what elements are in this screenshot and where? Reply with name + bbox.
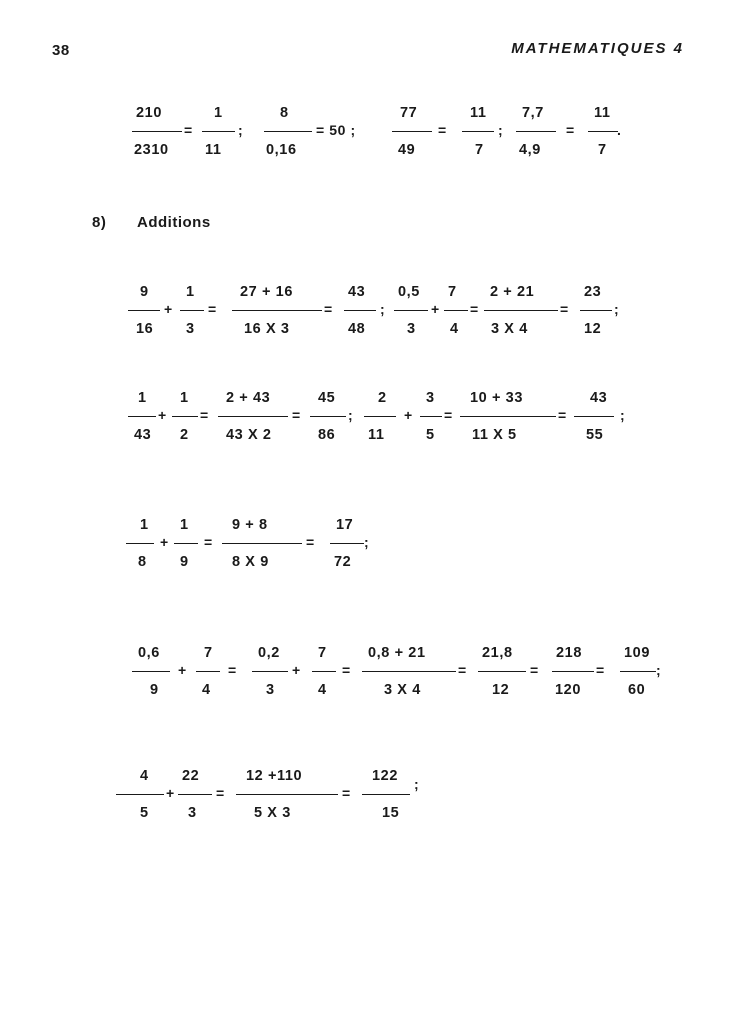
numerator: 77: [400, 105, 418, 121]
numerator: 7: [318, 645, 327, 661]
equals-sign: =: [184, 122, 193, 138]
numerator: 22: [182, 768, 200, 784]
denominator: 120: [555, 682, 581, 698]
numerator: 10 + 33: [470, 390, 523, 406]
section-title: Additions: [137, 214, 211, 231]
denominator: 4: [450, 321, 459, 337]
equals-sign: =: [200, 407, 209, 423]
fraction-bar: [460, 416, 556, 417]
denominator: 16: [136, 321, 154, 337]
denominator: 9: [180, 554, 189, 570]
fraction-bar: [116, 794, 164, 795]
numerator: 43: [348, 284, 366, 300]
plus-sign: +: [160, 534, 169, 550]
separator: ;: [380, 301, 386, 317]
denominator: 2310: [134, 142, 169, 158]
numerator: 1: [180, 517, 189, 533]
fraction-bar: [478, 671, 526, 672]
numerator: 8: [280, 105, 289, 121]
fraction-bar: [202, 131, 235, 132]
denominator: 72: [334, 554, 352, 570]
denominator: 43: [134, 427, 152, 443]
equals-sign: =: [204, 534, 213, 550]
fraction-bar: [132, 131, 182, 132]
numerator: 210: [136, 105, 162, 121]
denominator: 4: [202, 682, 211, 698]
fraction-bar: [344, 310, 376, 311]
fraction-bar: [552, 671, 594, 672]
equals-sign: =: [228, 662, 237, 678]
equals-value: = 50 ;: [316, 122, 356, 138]
numerator: 1: [180, 390, 189, 406]
numerator: 12 +110: [246, 768, 303, 784]
numerator: 3: [426, 390, 435, 406]
equals-sign: =: [458, 662, 467, 678]
denominator: 3: [407, 321, 416, 337]
denominator: 7: [598, 142, 607, 158]
equals-sign: =: [342, 662, 351, 678]
fraction-bar: [264, 131, 312, 132]
equals-sign: =: [558, 407, 567, 423]
denominator: 9: [150, 682, 159, 698]
denominator: 8: [138, 554, 147, 570]
fraction-bar: [310, 416, 346, 417]
fraction-bar: [174, 543, 198, 544]
denominator: 16 X 3: [244, 321, 290, 337]
fraction-bar: [196, 671, 220, 672]
numerator: 43: [590, 390, 608, 406]
fraction-bar: [620, 671, 656, 672]
equals-sign: =: [596, 662, 605, 678]
denominator: 5: [426, 427, 435, 443]
equals-sign: =: [216, 785, 225, 801]
numerator: 2 + 21: [490, 284, 535, 300]
equation-row-4: [0, 517, 756, 577]
numerator: 122: [372, 768, 398, 784]
numerator: 2: [378, 390, 387, 406]
denominator: 0,16: [266, 142, 297, 158]
numerator: 7,7: [522, 105, 544, 121]
page-number: 38: [52, 42, 70, 59]
fraction-bar: [444, 310, 468, 311]
denominator: 11 X 5: [472, 427, 517, 443]
fraction-bar: [516, 131, 556, 132]
numerator: 45: [318, 390, 336, 406]
plus-sign: +: [166, 785, 175, 801]
plus-sign: +: [158, 407, 167, 423]
fraction-bar: [364, 416, 396, 417]
plus-sign: +: [178, 662, 187, 678]
denominator: 15: [382, 805, 400, 821]
equation-row-2: [0, 284, 756, 344]
equation-row-3: [0, 390, 756, 450]
equals-sign: =: [342, 785, 351, 801]
fraction-bar: [218, 416, 288, 417]
denominator: 12: [584, 321, 602, 337]
denominator: 3 X 4: [384, 682, 421, 698]
denominator: 5: [140, 805, 149, 821]
section-number: 8): [92, 214, 107, 231]
fraction-bar: [128, 416, 156, 417]
numerator: 2 + 43: [226, 390, 271, 406]
separator: ;: [348, 407, 354, 423]
equation-row-6: [0, 768, 756, 828]
numerator: 0,2: [258, 645, 280, 661]
terminator: .: [617, 122, 622, 138]
denominator: 3 X 4: [491, 321, 528, 337]
numerator: 0,5: [398, 284, 420, 300]
fraction-bar: [132, 671, 170, 672]
equals-sign: =: [470, 301, 479, 317]
numerator: 21,8: [482, 645, 513, 661]
denominator: 86: [318, 427, 336, 443]
plus-sign: +: [431, 301, 440, 317]
numerator: 4: [140, 768, 149, 784]
terminator: ;: [414, 776, 420, 792]
terminator: ;: [364, 534, 370, 550]
equals-sign: =: [306, 534, 315, 550]
fraction-bar: [172, 416, 198, 417]
plus-sign: +: [404, 407, 413, 423]
fraction-bar: [462, 131, 494, 132]
numerator: 7: [448, 284, 457, 300]
denominator: 8 X 9: [232, 554, 269, 570]
numerator: 1: [186, 284, 195, 300]
equals-sign: =: [566, 122, 575, 138]
equals-sign: =: [444, 407, 453, 423]
numerator: 7: [204, 645, 213, 661]
numerator: 23: [584, 284, 602, 300]
denominator: 4,9: [519, 142, 541, 158]
denominator: 2: [180, 427, 189, 443]
plus-sign: +: [164, 301, 173, 317]
denominator: 7: [475, 142, 484, 158]
fraction-bar: [252, 671, 288, 672]
fraction-bar: [126, 543, 154, 544]
fraction-bar: [574, 416, 614, 417]
fraction-bar: [392, 131, 432, 132]
section-heading: [92, 214, 211, 231]
numerator: 9: [140, 284, 149, 300]
fraction-bar: [128, 310, 160, 311]
equals-sign: =: [560, 301, 569, 317]
denominator: 3: [188, 805, 197, 821]
fraction-bar: [236, 794, 338, 795]
equation-row-5: [0, 645, 756, 705]
numerator: 1: [214, 105, 223, 121]
denominator: 60: [628, 682, 646, 698]
equals-sign: =: [438, 122, 447, 138]
denominator: 3: [266, 682, 275, 698]
denominator: 3: [186, 321, 195, 337]
fraction-bar: [580, 310, 612, 311]
separator: ;: [238, 122, 244, 138]
fraction-bar: [222, 543, 302, 544]
fraction-bar: [420, 416, 442, 417]
terminator: ;: [614, 301, 620, 317]
denominator: 43 X 2: [226, 427, 272, 443]
equals-sign: =: [530, 662, 539, 678]
equation-row-1: [0, 105, 756, 165]
fraction-bar: [588, 131, 618, 132]
denominator: 49: [398, 142, 416, 158]
numerator: 9 + 8: [232, 517, 268, 533]
fraction-bar: [362, 671, 456, 672]
fraction-bar: [362, 794, 410, 795]
numerator: 109: [624, 645, 650, 661]
equals-sign: =: [208, 301, 217, 317]
separator: ;: [498, 122, 504, 138]
numerator: 27 + 16: [240, 284, 293, 300]
terminator: ;: [656, 662, 662, 678]
numerator: 1: [140, 517, 149, 533]
denominator: 48: [348, 321, 366, 337]
denominator: 12: [492, 682, 510, 698]
fraction-bar: [330, 543, 364, 544]
plus-sign: +: [292, 662, 301, 678]
denominator: 5 X 3: [254, 805, 291, 821]
equals-sign: =: [324, 301, 333, 317]
numerator: 11: [594, 105, 611, 121]
terminator: ;: [620, 407, 626, 423]
denominator: 55: [586, 427, 604, 443]
denominator: 11: [205, 142, 222, 158]
fraction-bar: [394, 310, 428, 311]
denominator: 4: [318, 682, 327, 698]
fraction-bar: [312, 671, 336, 672]
fraction-bar: [178, 794, 212, 795]
numerator: 0,6: [138, 645, 160, 661]
denominator: 11: [368, 427, 385, 443]
fraction-bar: [232, 310, 322, 311]
numerator: 1: [138, 390, 147, 406]
numerator: 218: [556, 645, 582, 661]
numerator: 17: [336, 517, 354, 533]
fraction-bar: [180, 310, 204, 311]
fraction-bar: [484, 310, 558, 311]
numerator: 11: [470, 105, 487, 121]
equals-sign: =: [292, 407, 301, 423]
numerator: 0,8 + 21: [368, 645, 426, 661]
running-title: MATHEMATIQUES 4: [511, 40, 684, 57]
